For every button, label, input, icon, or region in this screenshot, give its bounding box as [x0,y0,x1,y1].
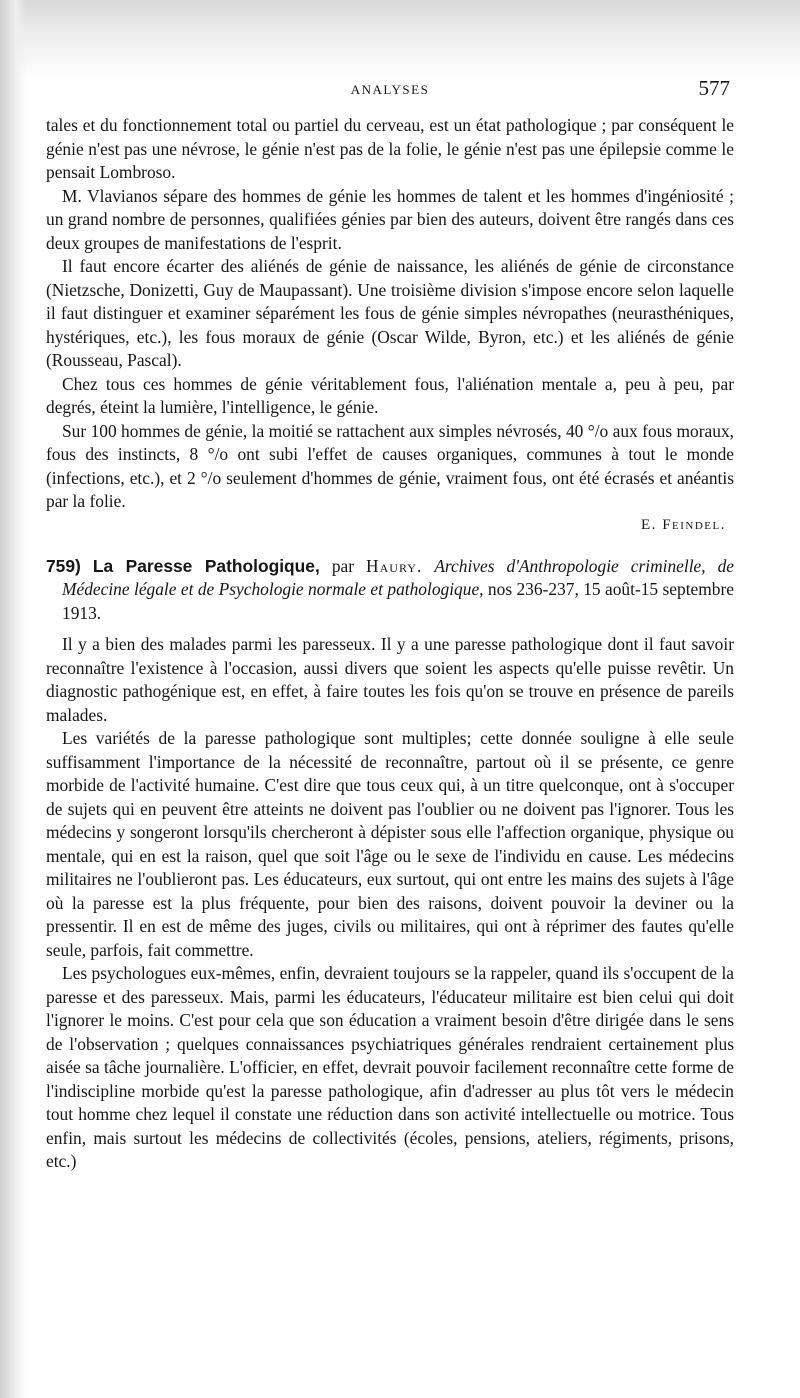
paragraph: Chez tous ces hommes de génie véritablement fous, l'aliénation mentale a, peu à peu, par degrés, éteint la lumière, l'intelligence, le génie. [46,373,734,417]
paragraph: M. Vlavianos sépare des hommes de génie les hommes de talent et les hommes d'ingéniosité ; un grand nombre de personnes, qualifiées génies par bien des auteurs, doivent être rangés dans ces deux groupes de manifestations de l'esprit. [46,185,734,253]
book-page [46,76,734,1174]
entry-by: par [331,555,355,576]
paragraph: Les variétés de la paresse pathologique sont multiples; cette donnée souligne à elle seule suffisamment l'importance de la nécessité de reconnaître, partout où il se présente, ce genre morbide de l'activité humaine. C'est dire que tous ceux qui, à un titre quelconque, ont à s'occuper de sujets qui en peuvent être atteints ne doivent pas l'oublier ou ne doivent pas l'ignorer. Tous les médecins y songeront lorsqu'ils chercheront à dépister sous elle l'affection organique, physique ou mentale, qui en est la raison, quel que soit l'âge ou le sexe de l'individu en cause. Les médecins militaires ne l'oublieront pas. Les éducateurs, eux surtout, qui ont entre les mains des sujets à l'âge où la paresse est la plus fréquente, pour bien des raisons, doivent pouvoir la deviner ou la pressentir. Il en est de même des juges, civils ou militaires, qui ont à réprimer des fautes qu'elle seule, parfois, fait commettre. [46,728,734,960]
signature-name: Feindel. [662,516,726,533]
entry-issue: nos 236-237, 15 août-15 septembre 1913. [62,579,734,623]
page-number: 577 [698,76,730,100]
scan-edge-shadow [0,0,800,80]
paragraph-continuation: tales et du fonctionnement total ou partiel du cerveau, est un état pathologique ; par conséquent le génie n'est pas une névrose, le génie n'est pas de la folie, le génie n'est pas une épilepsie comme le pensait Lombroso. [46,115,734,182]
entry-title: La Paresse Pathologique, [92,555,320,576]
paragraph: Il faut encore écarter des aliénés de génie de naissance, les aliénés de génie de circonstance (Nietzsche, Donizetti, Guy de Maupassant). Une troisième division s'impose encore selon laquelle il faut distinguer et examiner séparément les fous de génie simples névropathes (neurasthéniques, hystériques, etc.), les fous moraux de génie (Oscar Wilde, Byron, etc.) et les aliénés de génie (Rousseau, Pascal). [46,256,734,370]
paragraph: Sur 100 hommes de génie, la moitié se rattachent aux simples névrosés, 40 °/o aux fous moraux, fous des instincts, 8 °/o ont subi l'effet de causes organiques, communes à tout le monde (infections, etc.), et 2 °/o seulement d'hommes de génie, vraiment fous, ont été écrasés et anéantis par la folie. [46,420,734,511]
paragraph: Il y a bien des malades parmi les paresseux. Il y a une paresse pathologique dont il faut savoir reconnaître l'existence à l'occasion, aussi divers que soient les aspects qu'elle puisse revêtir. Un diagnostic pathogénique est, en effet, à faire toutes les fois qu'on se trouve en présence de pareils malades. [46,634,734,725]
paragraph: Les psychologues eux-mêmes, enfin, devraient toujours se la rappeler, quand ils s'occupent de la paresse et des paresseux. Mais, parmi les éducateurs, l'éducateur militaire est bien celui qui doit l'ignorer le moins. C'est pour cela que son éducation a vraiment besoin d'être dirigée dans le sens de l'observation ; quelques connaissances psychiatriques générales rendraient certainement plus aisée sa tâche journalière. L'officier, en effet, devrait pouvoir facilement reconnaître cette forme de l'indiscipline morbide qu'est la paresse pathologique, afin d'adresser au plus tôt vers le médecin tout homme chez lequel il constate une réduction dans son activité intellectuelle ou motrice. Tous enfin, mais surtout les médecins de collectivités (écoles, pensions, ateliers, régiments, prisons, etc.) [46,963,734,1171]
running-head: ANALYSES [350,82,430,97]
page-header [46,76,734,102]
entry-source: Archives d'Anthropologie criminelle, de Médecine légale et de Psychologie normale et pathologique, [62,555,735,599]
entry-number: 759) [46,555,81,576]
entry-heading [46,555,734,626]
scan-gutter-shadow [0,0,26,1398]
entry-author: Haury. [366,555,423,576]
reviewer-signature [46,514,734,537]
signature-initial: E. [641,516,657,533]
